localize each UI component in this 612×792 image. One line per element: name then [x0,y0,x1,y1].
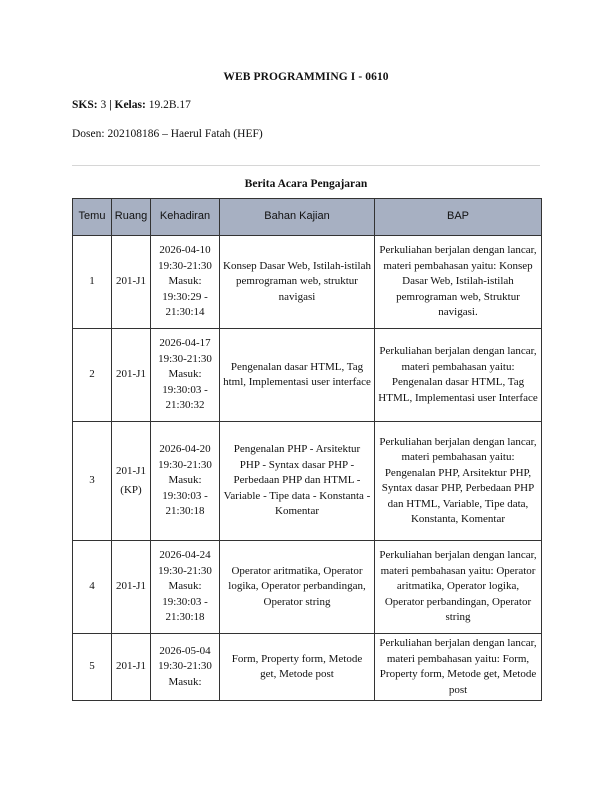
attendance-check-in: 19:30:03 - [162,489,208,502]
ruang-value: 201-J1 [116,464,146,477]
attendance-schedule: 19:30-21:30 [158,564,212,577]
dosen-label: Dosen: [72,128,105,140]
cell-ruang [112,541,151,634]
attendance-masuk-label: Masuk: [168,275,202,288]
document-title: WEB PROGRAMMING I - 0610 [223,71,389,83]
attendance-schedule: 19:30-21:30 [158,458,212,471]
attendance-masuk-label: Masuk: [168,474,202,487]
attendance-masuk-label: Masuk: [168,580,202,593]
cell-kehadiran [151,541,220,634]
attendance-check-out: 21:30:14 [165,306,205,319]
cell-bap: Perkuliahan berjalan dengan lancar, materi pembahasan yaitu: Pengenalan dasar HTML, Tag HTML, Implementasi user Interface [375,329,542,422]
cell-ruang [112,422,151,541]
attendance-date: 2026-05-04 [159,644,211,657]
table-header-row [73,199,542,236]
header-bap: BAP [375,199,542,236]
cell-bahan-kajian: Konsep Dasar Web, Istilah-istilah pemrograman web, struktur navigasi [220,236,375,329]
table-row [73,541,542,634]
table-row [73,329,542,422]
cell-kehadiran [151,236,220,329]
cell-bahan-kajian: Pengenalan dasar HTML, Tag html, Implementasi user interface [220,329,375,422]
info-separator: | [109,99,112,111]
attendance-masuk-label: Masuk: [168,368,202,381]
sks-label: SKS: [72,99,98,111]
attendance-check-out: 21:30:18 [165,611,205,624]
attendance-date: 2026-04-24 [159,549,211,562]
kelas-value: 19.2B.17 [148,99,191,111]
kelas-label: Kelas: [114,99,146,111]
lecturer-info-line [72,128,263,140]
cell-bap: Perkuliahan berjalan dengan lancar, materi pembahasan yaitu: Konsep Dasar Web, Istilah-istilah pemrograman web, Struktur navigasi. [375,236,542,329]
ruang-value: 201-J1 [116,660,146,673]
cell-ruang [112,236,151,329]
header-bahan-kajian: Bahan Kajian [220,199,375,236]
cell-kehadiran [151,329,220,422]
cell-bahan-kajian: Pengenalan PHP - Arsitektur PHP - Syntax dasar PHP - Perbedaan PHP dan HTML - Variable - Tipe data - Konstanta - Komentar [220,422,375,541]
teaching-report-table [72,198,542,701]
header-ruang: Ruang [112,199,151,236]
attendance-schedule: 19:30-21:30 [158,259,212,272]
attendance-schedule: 19:30-21:30 [158,352,212,365]
ruang-value: 201-J1 [116,368,146,381]
attendance-check-out: 21:30:32 [165,399,205,412]
attendance-masuk-label: Masuk: [168,675,202,688]
attendance-check-in: 19:30:29 - [162,290,208,303]
attendance-check-in: 19:30:03 - [162,383,208,396]
cell-temu: 5 [73,634,112,701]
dosen-value: 202108186 – Haerul Fatah (HEF) [107,128,263,140]
cell-bahan-kajian: Operator aritmatika, Operator logika, Operator perbandingan, Operator string [220,541,375,634]
cell-temu: 4 [73,541,112,634]
cell-kehadiran [151,422,220,541]
cell-bap: Perkuliahan berjalan dengan lancar, materi pembahasan yaitu: Operator aritmatika, Operator logika, Operator perbandingan, Operator string [375,541,542,634]
cell-bap: Perkuliahan berjalan dengan lancar, materi pembahasan yaitu: Form, Property form, Metode get, Metode post [375,634,542,701]
cell-ruang [112,329,151,422]
cell-bap: Perkuliahan berjalan dengan lancar, materi pembahasan yaitu: Pengenalan PHP, Arsitektur PHP, Syntax dasar PHP, Perbedaan PHP dan HTML, Variable, Tipe data, Konstanta, Komentar [375,422,542,541]
sks-value: 3 [100,99,107,111]
header-kehadiran: Kehadiran [151,199,220,236]
cell-kehadiran [151,634,220,701]
ruang-note: (KP) [120,484,142,496]
cell-temu: 3 [73,422,112,541]
table-caption: Berita Acara Pengajaran [244,178,368,190]
attendance-date: 2026-04-10 [159,244,211,257]
attendance-check-out: 21:30:18 [165,505,205,518]
ruang-value: 201-J1 [116,580,146,593]
cell-temu: 2 [73,329,112,422]
course-info-line [72,99,191,111]
header-temu: Temu [73,199,112,236]
attendance-date: 2026-04-20 [159,443,211,456]
cell-temu: 1 [73,236,112,329]
attendance-schedule: 19:30-21:30 [158,660,212,673]
attendance-check-in: 19:30:03 - [162,595,208,608]
ruang-value: 201-J1 [116,275,146,288]
table-row [73,422,542,541]
section-divider [72,165,540,166]
table-row [73,236,542,329]
cell-bahan-kajian: Form, Property form, Metode get, Metode post [220,634,375,701]
attendance-date: 2026-04-17 [159,337,211,350]
table-row [73,634,542,701]
cell-ruang [112,634,151,701]
